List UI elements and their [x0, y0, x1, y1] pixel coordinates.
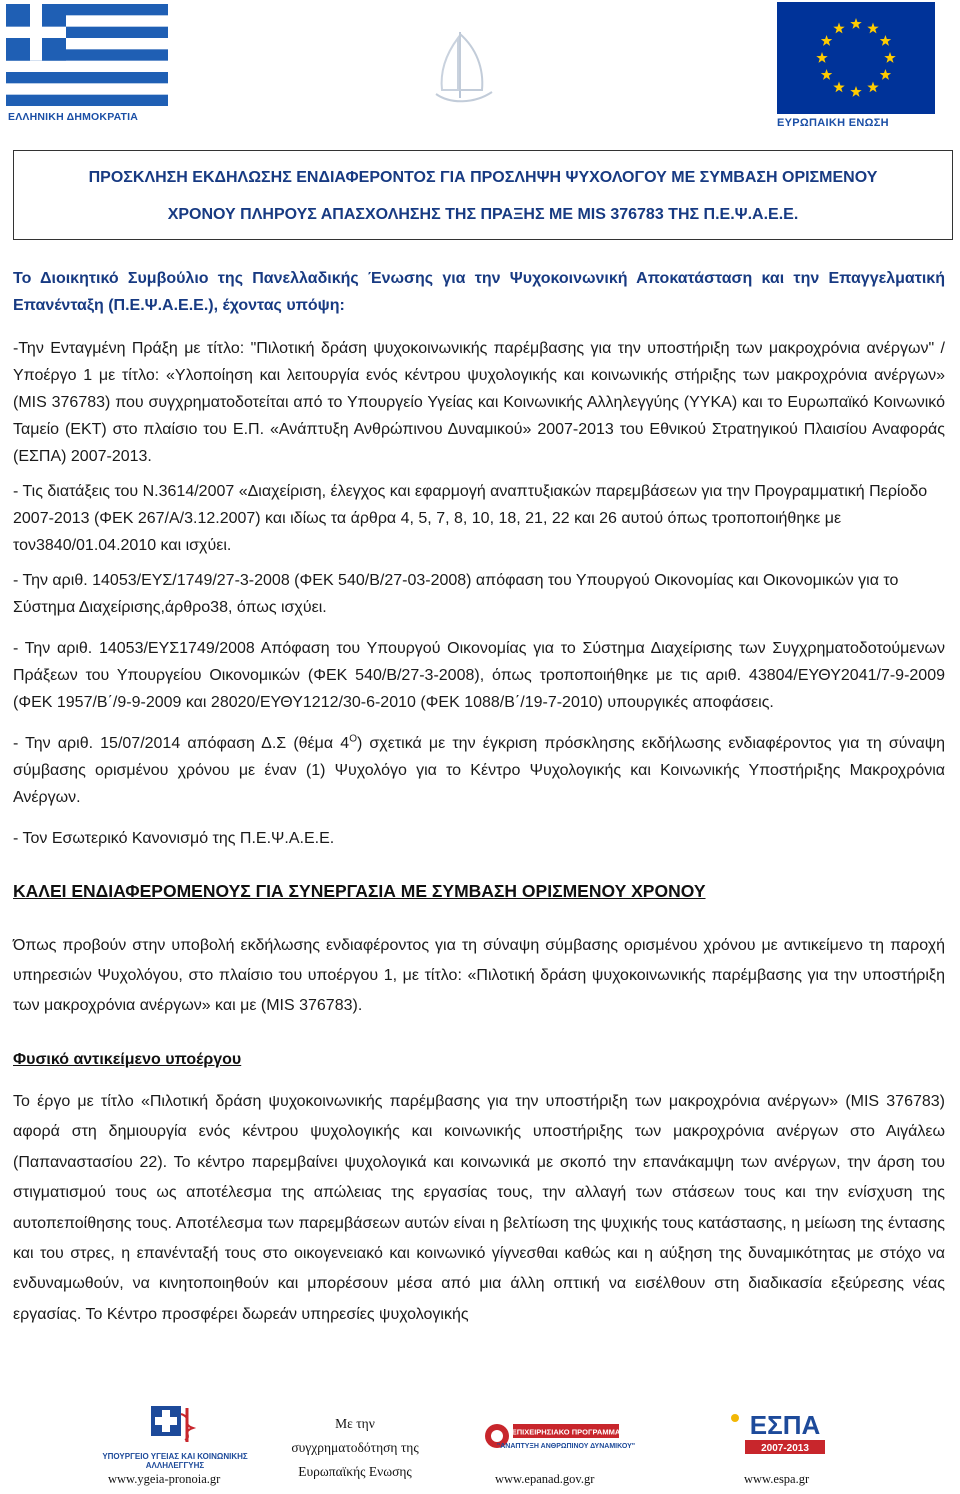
paragraph-decision-2: - Την αριθ. 14053/ΕΥΣ1749/2008 Απόφαση του Υπουργού Οικονομίας για το Σύστημα Διαχείρισης των Συγχρηματοδοτούμενων Πράξεων του Υπουργείου Οικονομικών (ΦΕΚ 540/Β/27-3-2008), όπως τροποποιήθηκε με τις αριθ. 43804/ΕΥΘΥ2041/7-9-2009 (ΦΕΚ 1957/Β΄/9-9-2009 και 28020/ΕΥΘΥ1212/30-6-2010 (ΦΕΚ 1088/Β΄/19-7-2010) υπουργικές αποφάσεις. — [13, 640, 945, 711]
espa-star-icon — [731, 1414, 739, 1422]
title-line-2: ΧΡΟΝΟΥ ΠΛΗΡΟΥΣ ΑΠΑΣΧΟΛΗΣΗΣ ΤΗΣ ΠΡΑΞΗΣ ΜΕ MIS 376783 ΤΗΣ Π.Ε.Ψ.Α.Ε.Ε. — [167, 206, 799, 223]
epanad-logo — [483, 1416, 636, 1456]
greek-flag-icon — [6, 4, 168, 106]
cofund-line-1: Με την — [335, 1416, 375, 1431]
paragraph-project-description: Το έργο με τίτλο «Πιλοτική δράση ψυχοκοινωνικής παρέμβασης για την υποστήριξη των μακροχρόνια ανέργων» (MIS 376783) αφορά στη δημιουργία ενός κέντρου ψυχολογικής και κοινωνικής υποστήριξης των μακροχρόνια ανέργων στο Αιγάλεω (Παπαναστασίου 22). Το κέντρο παρεμβαίνει ψυχολογικά και κοινωνικά με σκοπό την επανάκαμψη των ανέργων, την άρση του στιγματισμού τους ως αποτέλεσμα της απώλειας της εργασίας τους, την αλλαγή των στάσεων τους και την ενίσχυση της αυτοπεποίθησης τους. Αποτέλεσμα των παρεμβάσεων αυτών είναι η βελτίωση της ψυχικής τους κατάστασης, η μείωση της έντασης και του στρες, η επανένταξή τους στο οικογενειακό και κοινωνικό γίγνεσθαι καθώς και η αύξηση της δυναμικότητας με στόχο να ενδυναμωθούν, να κινητοποιηθούν και μπορέσουν μέσα από μια άλλη οπτική να εισέλθουν στη διαδικασία εξεύρεσης νέας εργασίας. Το Κέντρο προσφέρει δωρεάν υπηρεσίες ψυχολογικής — [13, 1093, 945, 1323]
paragraph-regulation: - Τον Εσωτερικό Κανονισμό της Π.Ε.Ψ.Α.Ε.Ε. — [13, 830, 335, 847]
footer-logos — [0, 1398, 960, 1494]
espa-wordmark: ΕΣΠΑ — [749, 1410, 821, 1440]
call-heading: ΚΑΛΕΙ ΕΝΔΙΑΦΕΡΟΜΕΝΟΥΣ ΓΙΑ ΣΥΝΕΡΓΑΣΙΑ ΜΕ ΣΥΜΒΑΣΗ ΟΡΙΣΜΕΝΟΥ ΧΡΟΝΟΥ — [13, 881, 706, 901]
board-decision-superscript: Ο — [349, 733, 357, 745]
epanad-website-link[interactable]: www.epanad.gov.gr — [495, 1472, 595, 1486]
cofund-line-2: συγχρηματοδότηση της — [291, 1440, 419, 1455]
board-decision-text-start: - Την αριθ. 15/07/2014 απόφαση Δ.Σ (θέμα 4 — [13, 735, 350, 752]
espa-years: 2007-2013 — [761, 1443, 809, 1454]
ministry-logo — [100, 1402, 250, 1470]
epanad-subtitle: "ΑΝΑΠΤΥΞΗ ΑΝΘΡΩΠΙΝΟΥ ΔΥΝΑΜΙΚΟΥ" — [496, 1443, 636, 1450]
announcement-title-box — [13, 150, 953, 240]
ministry-caption: ΥΠΟΥΡΓΕΙΟ ΥΓΕΙΑΣ ΚΑΙ ΚΟΙΝΩΝΙΚΗΣ ΑΛΛΗΛΕΓΓΥΗΣ — [102, 1452, 248, 1470]
cofunding-text — [280, 1412, 430, 1484]
european-union-logo — [777, 2, 952, 129]
paragraph-action: -Την Ενταγμένη Πράξη με τίτλο: "Πιλοτική δράση ψυχοκοινωνικής παρέμβασης για την υποστήριξη των μακροχρόνια ανέργων" / Υποέργο 1 με τίτλο: «Υλοποίηση και λειτουργία ενός κέντρου ψυχολογικής και κοινωνικής στήριξης των μακροχρόνια ανέργων» (MIS 376783) που συγχρηματοδοτείται από το Υπουργείο Υγείας και Κοινωνικής Αλληλεγγύης (ΥΥΚΑ) και το Ευρωπαϊκό Κοινωνικό Ταμείο (ΕΚΤ) στο πλαίσιο του Ε.Π. «Ανάπτυξη Ανθρώπινου Δυναμικού» 2007-2013 του Εθνικού Στρατηγικού Πλαισίου Αναφοράς (ΕΣΠΑ) 2007-2013. — [13, 340, 945, 465]
document-body — [13, 265, 945, 1361]
paragraph-decision-1: - Την αριθ. 14053/ΕΥΣ/1749/27-3-2008 (ΦΕΚ 540/Β/27-03-2008) απόφαση του Υπουργού Οικονομίας και Οικονομικών για το Σύστημα Διαχείρισης,άρθρο38, όπως ισχύει. — [13, 572, 899, 616]
ministry-website-link[interactable]: www.ygeia-pronoia.gr — [108, 1472, 221, 1486]
project-object-heading: Φυσικό αντικείμενο υποέργου — [13, 1050, 242, 1068]
cofund-line-3: Ευρωπαϊκής Ενωσης — [298, 1464, 412, 1479]
paragraph-law: - Τις διατάξεις του Ν.3614/2007 «Διαχείριση, έλεγχος και εφαρμογή αναπτυξιακών παρεμβάσεων για την Προγραμματική Περίοδο 2007-2013 (ΦΕΚ 267/Α/3.12.2007) και ιδίως τα άρθρα 4, 5, 7, 8, 10, 18, 21, 22 και 26 αυτού όπως τροποποιήθηκε με τον3840/01.04.2010 και ισχύει. — [13, 483, 928, 554]
intro-paragraph: Το Διοικητικό Συμβούλιο της Πανελλαδικής Ένωσης για την Ψυχοκοινωνική Αποκατάσταση και την Επαγγελματική Επανένταξη (Π.Ε.Ψ.Α.Ε.Ε.), έχοντας υπόψη: — [13, 270, 945, 314]
ministry-caduceus-icon — [147, 1402, 203, 1448]
sailboat-logo-icon — [422, 28, 502, 110]
board-decision-text-end: ) σχετικά με την έγκριση πρόσκλησης εκδήλωσης ενδιαφέροντος για τη σύναψη σύμβασης ορισμένου χρόνου με έναν (1) Ψυχολόγο για το Κέντρο Ψυχολογικής και Κοινωνικής Υποστήριξης Μακροχρόνια Ανέργων. — [13, 735, 946, 806]
epanad-title: ΕΠΙΧΕΙΡΗΣΙΑΚΟ ΠΡΟΓΡΑΜΜΑ — [511, 1427, 621, 1437]
paragraph-board-decision — [13, 730, 945, 811]
espa-logo — [725, 1404, 829, 1460]
eu-caption: ΕΥΡΩΠΑΙΚΗ ΕΝΩΣΗ — [777, 117, 889, 129]
eu-flag-icon — [777, 2, 935, 114]
greek-republic-logo — [6, 4, 176, 123]
title-line-1: ΠΡΟΣΚΛΗΣΗ ΕΚΔΗΛΩΣΗΣ ΕΝΔΙΑΦΕΡΟΝΤΟΣ ΓΙΑ ΠΡΟΣΛΗΨΗ ΨΥΧΟΛΟΓΟΥ ΜΕ ΣΥΜΒΑΣΗ ΟΡΙΣΜΕΝΟΥ — [88, 169, 878, 186]
greek-republic-caption: ΕΛΛΗΝΙΚΗ ΔΗΜΟΚΡΑΤΙΑ — [8, 111, 139, 123]
espa-website-link[interactable]: www.espa.gr — [744, 1472, 810, 1486]
paragraph-call: Όπως προβούν στην υποβολή εκδήλωσης ενδιαφέροντος για τη σύναψη σύμβασης ορισμένου χρόνου με αντικείμενο τη παροχή υπηρεσιών Ψυχολόγου, στο πλαίσιο του υποέργου 1, με τίτλο: «Πιλοτική δράση ψυχοκοινωνικής παρέμβασης για την υποστήριξη των μακροχρόνια ανέργων» και με (MIS 376783). — [13, 936, 945, 1014]
